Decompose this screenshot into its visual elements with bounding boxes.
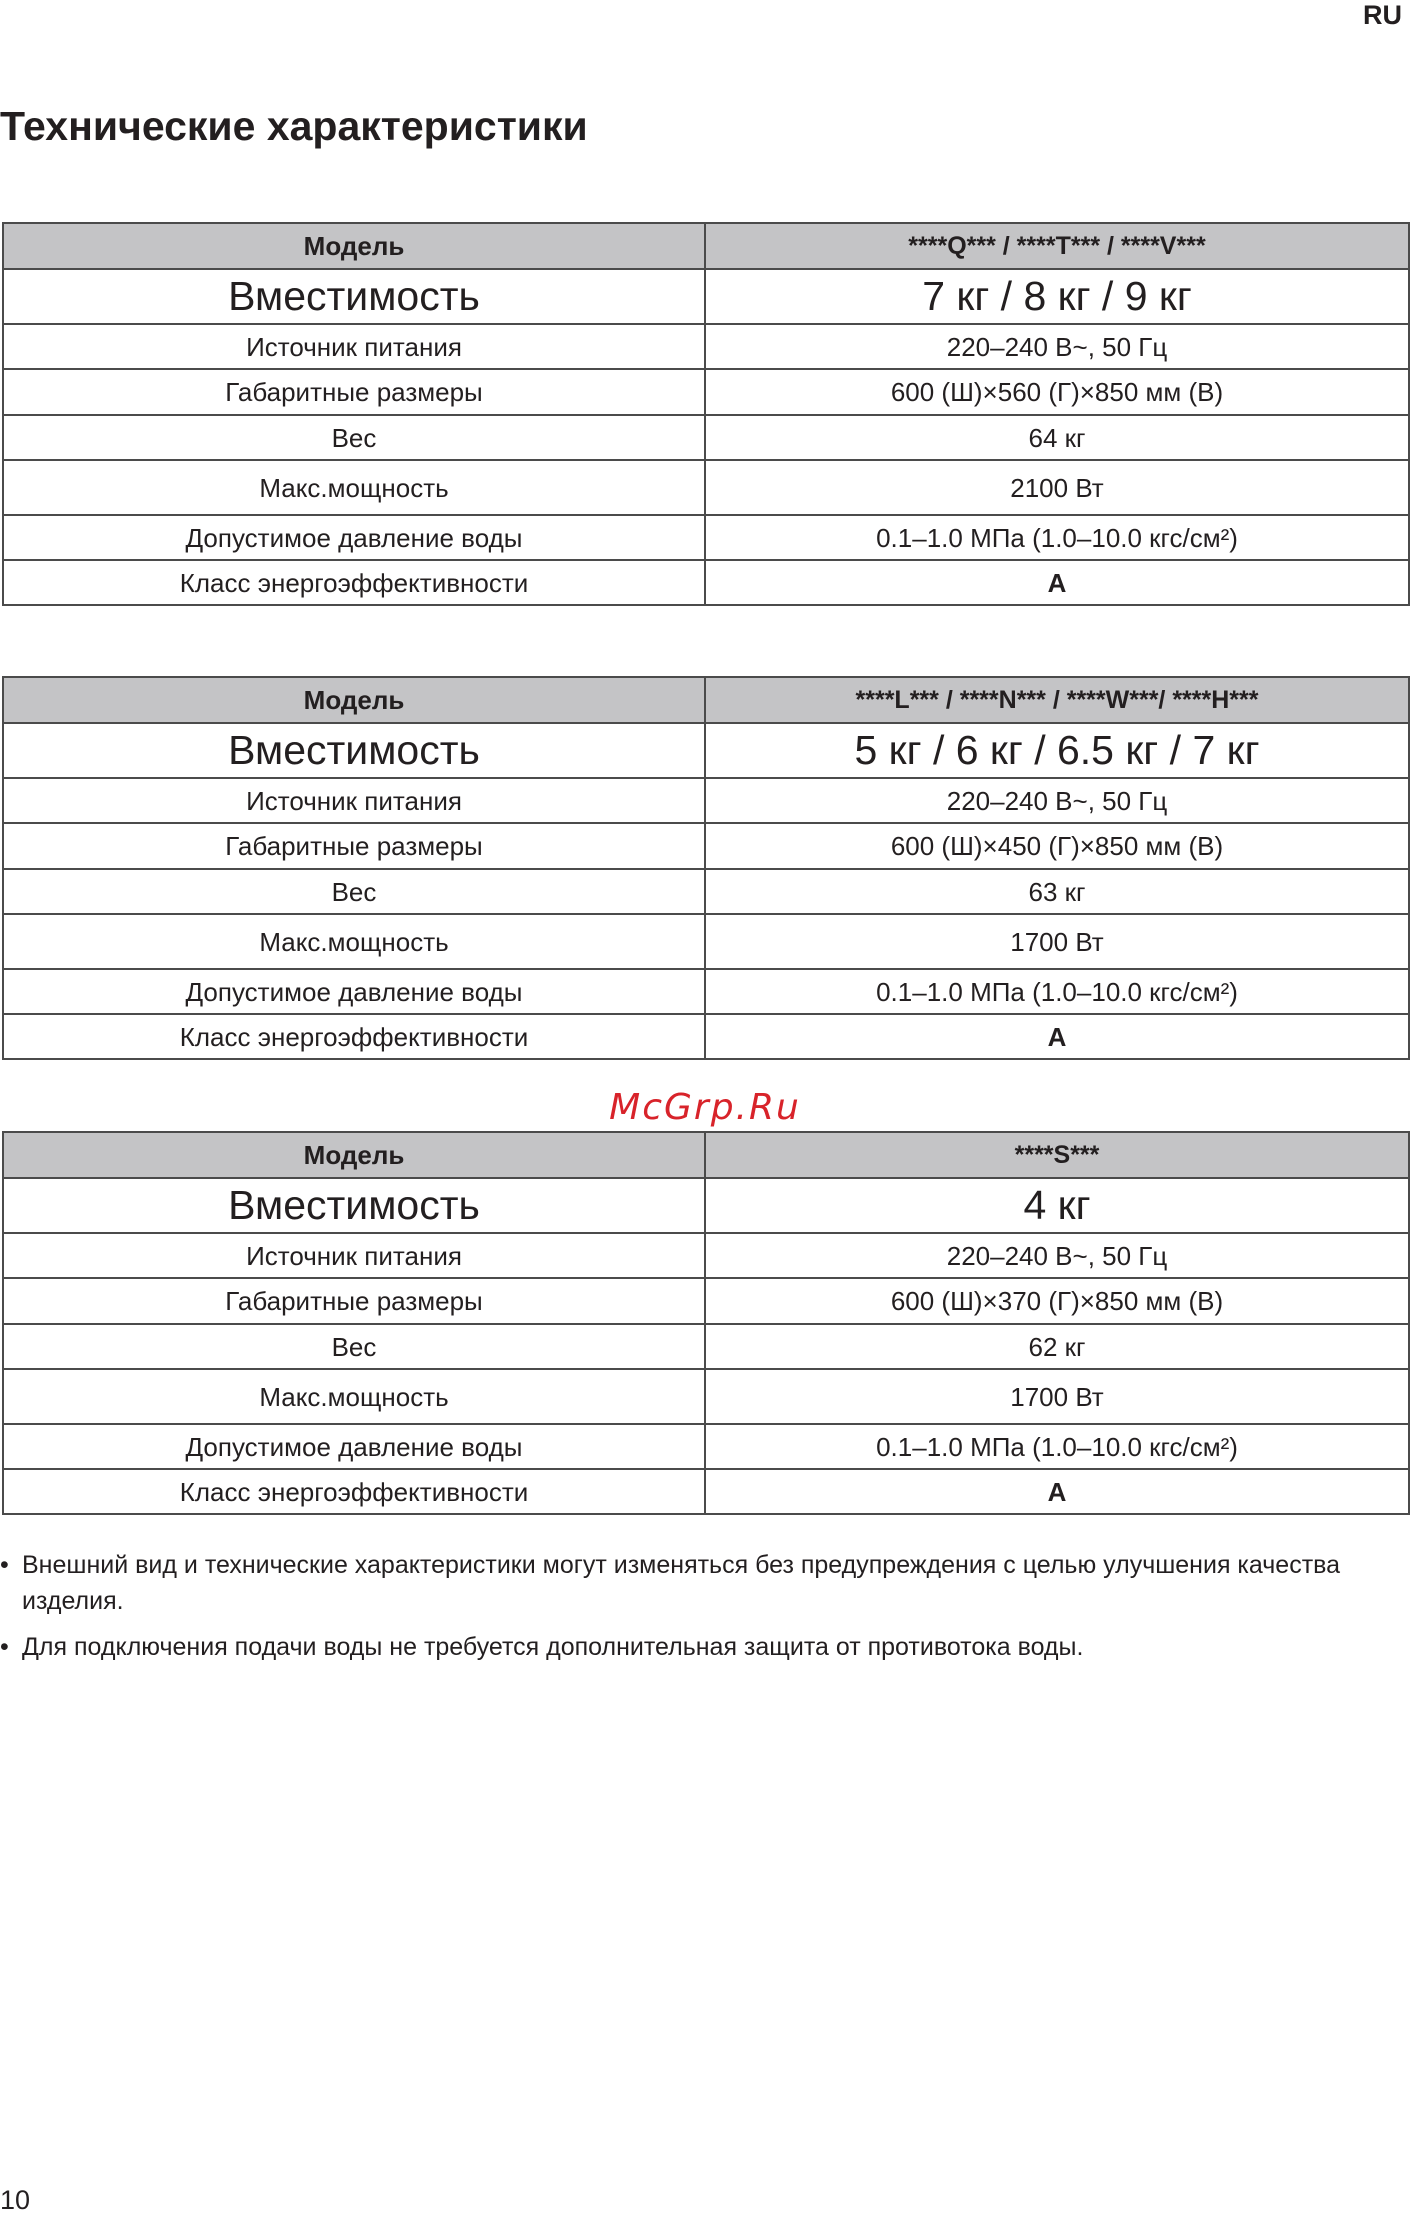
table-row [3, 415, 1409, 460]
row-label: Класс энергоэффективности [3, 1469, 705, 1514]
language-badge: RU [1363, 0, 1402, 30]
row-value: 5 кг / 6 кг / 6.5 кг / 7 кг [705, 723, 1409, 778]
model-code: ****L*** / ****N*** / ****W***/ ****H*** [705, 677, 1409, 723]
row-label: Вместимость [3, 269, 705, 324]
row-value: 0.1–1.0 МПа (1.0–10.0 кгс/см²) [705, 1424, 1409, 1469]
row-value: 600 (Ш)×450 (Г)×850 мм (В) [705, 823, 1409, 869]
row-label: Вместимость [3, 723, 705, 778]
bullet-icon: • [0, 1633, 9, 1661]
table-row [3, 723, 1409, 778]
table-header-row [3, 223, 1409, 269]
note-text: Для подключения подачи воды не требуется дополнительная защита от противотока воды. [22, 1633, 1084, 1661]
row-label: Источник питания [3, 1233, 705, 1278]
row-label: Вместимость [3, 1178, 705, 1233]
page-title: Технические характеристики [0, 103, 588, 149]
page-number: 10 [0, 2185, 31, 2215]
spec-table-3 [2, 1131, 1410, 1515]
row-value: 4 кг [705, 1178, 1409, 1233]
table-header-row [3, 677, 1409, 723]
row-value: 0.1–1.0 МПа (1.0–10.0 кгс/см²) [705, 515, 1409, 560]
row-label: Габаритные размеры [3, 369, 705, 415]
table-row [3, 1469, 1409, 1514]
watermark-text: McGrp.Ru [609, 1087, 801, 1128]
row-label: Источник питания [3, 324, 705, 369]
energy-class-value: A [705, 560, 1409, 605]
table-row [3, 914, 1409, 969]
table-row [3, 823, 1409, 869]
model-label: Модель [3, 677, 705, 723]
table-row [3, 969, 1409, 1014]
row-label: Допустимое давление воды [3, 969, 705, 1014]
row-label: Макс.мощность [3, 460, 705, 515]
spec-table-2 [2, 676, 1410, 1060]
table-row [3, 1424, 1409, 1469]
list-item [0, 1547, 1400, 1619]
table-row [3, 1278, 1409, 1324]
notes-list [0, 1547, 1400, 1675]
spec-table-1 [2, 222, 1410, 606]
table-row [3, 1369, 1409, 1424]
row-value: 220–240 В~, 50 Гц [705, 324, 1409, 369]
note-text: Внешний вид и технические характеристики могут изменяться без предупреждения с целью улучшения качества изделия. [22, 1551, 1341, 1615]
table-row [3, 460, 1409, 515]
row-value: 600 (Ш)×560 (Г)×850 мм (В) [705, 369, 1409, 415]
row-label: Допустимое давление воды [3, 515, 705, 560]
table-row [3, 560, 1409, 605]
row-value: 64 кг [705, 415, 1409, 460]
table-header-row [3, 1132, 1409, 1178]
bullet-icon: • [0, 1551, 9, 1579]
row-label: Допустимое давление воды [3, 1424, 705, 1469]
row-label: Вес [3, 1324, 705, 1369]
table-row [3, 324, 1409, 369]
row-label: Класс энергоэффективности [3, 1014, 705, 1059]
row-label: Класс энергоэффективности [3, 560, 705, 605]
row-value: 220–240 В~, 50 Гц [705, 1233, 1409, 1278]
table-row [3, 869, 1409, 914]
row-label: Габаритные размеры [3, 823, 705, 869]
model-label: Модель [3, 223, 705, 269]
row-label: Макс.мощность [3, 1369, 705, 1424]
row-value: 0.1–1.0 МПа (1.0–10.0 кгс/см²) [705, 969, 1409, 1014]
table-row [3, 1178, 1409, 1233]
row-value: 62 кг [705, 1324, 1409, 1369]
table-row [3, 515, 1409, 560]
row-value: 7 кг / 8 кг / 9 кг [705, 269, 1409, 324]
row-value: 1700 Вт [705, 914, 1409, 969]
model-label: Модель [3, 1132, 705, 1178]
row-label: Макс.мощность [3, 914, 705, 969]
row-value: 1700 Вт [705, 1369, 1409, 1424]
table-row [3, 1014, 1409, 1059]
table-row [3, 1233, 1409, 1278]
table-row [3, 369, 1409, 415]
row-label: Источник питания [3, 778, 705, 823]
energy-class-value: A [705, 1469, 1409, 1514]
table-row [3, 778, 1409, 823]
energy-class-value: A [705, 1014, 1409, 1059]
table-row [3, 269, 1409, 324]
row-value: 2100 Вт [705, 460, 1409, 515]
model-code: ****Q*** / ****T*** / ****V*** [705, 223, 1409, 269]
list-item [0, 1629, 1400, 1665]
table-row [3, 1324, 1409, 1369]
row-value: 600 (Ш)×370 (Г)×850 мм (В) [705, 1278, 1409, 1324]
model-code: ****S*** [705, 1132, 1409, 1178]
row-label: Габаритные размеры [3, 1278, 705, 1324]
row-value: 63 кг [705, 869, 1409, 914]
row-label: Вес [3, 869, 705, 914]
row-value: 220–240 В~, 50 Гц [705, 778, 1409, 823]
row-label: Вес [3, 415, 705, 460]
